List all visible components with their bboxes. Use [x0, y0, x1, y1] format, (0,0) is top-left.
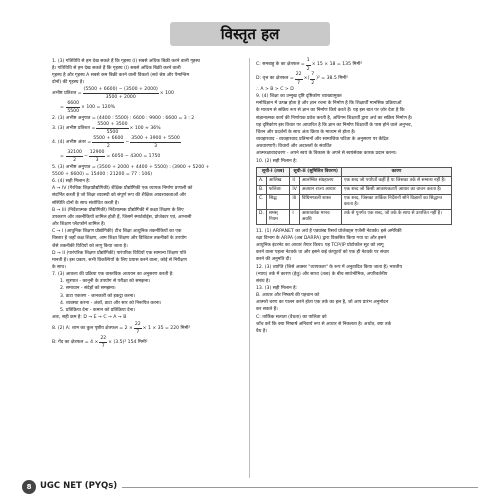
- page-title: विस्तृत हल: [220, 25, 280, 43]
- table-header-row: [257, 167, 452, 176]
- denominator: 2: [306, 66, 310, 72]
- text-line: करने की अनुमति दी।: [256, 257, 292, 263]
- text-line: संदर्भित करती है जो शिक्षा व्यवस्थी को संपूर्ण रूप की शैक्षिक आवश्यकताओं और: [52, 193, 187, 199]
- text-line: संज्ञानात्मक कार्य की निर्णायक प्रवेश करती है, अधिगम शिक्षार्थी द्वारा अर्थ का सक्रिय निर्माण है।: [256, 115, 413, 121]
- table-cell: IV: [290, 185, 299, 194]
- denominator: 5500: [106, 130, 119, 136]
- text-line: 7. (3) आवश्य की प्रक्रिया एक वास्तविक अध्ययन का अनुसरण करती है:: [52, 272, 174, 278]
- text-line: चिंतन और प्रदर्शनों के साथ अंतः क्रिया के माध्यम से होता है।: [256, 129, 356, 135]
- text-line: 6. (4) सही मिलान है:: [52, 179, 91, 185]
- text-line: C → I (आधुनिक शिक्षण प्रौद्योगिकी) टीच शिक्षा आधुनिक तकनीकियों का एक: [52, 229, 182, 235]
- list-item: 4. व्यवस्था करना - अंकों, डाटा और सार को निरूपित करना।: [60, 300, 162, 306]
- text-line: D → II (पारंपरिक शिक्षण प्रौद्योगिकी) पारंपरिक विधियों एक सामान्य शिक्षण पति: [52, 250, 187, 256]
- denominator: 3: [95, 158, 99, 164]
- page-footer: [22, 478, 478, 496]
- footer-rule: [122, 487, 478, 488]
- numerator: 5500 + 3500: [96, 121, 128, 129]
- table-cell: I: [290, 209, 299, 224]
- equation-tail: × 100 ≈ 36%: [129, 126, 161, 132]
- numerator: 22: [134, 321, 142, 329]
- equation-tail: ² = 38.5 मिमी²: [317, 76, 348, 82]
- table-cell: सिद्ध: [266, 194, 290, 209]
- table-cell: आलम्बित संग्रहालय: [299, 176, 341, 185]
- fraction: [99, 335, 107, 350]
- equation: [52, 87, 244, 101]
- table-row: [257, 194, 452, 209]
- numerator: 22: [99, 335, 107, 343]
- text-line: आत्मरक्षावादचरण - अपने स्वयं के विकास के अपने से स्वयंसेवक कारक प्रदान करना।: [256, 151, 397, 157]
- column-divider: [249, 58, 250, 478]
- text-line: 10. (2) सही मिलान है:: [256, 158, 298, 164]
- text-line: 13. (3) सही मिलान है:: [256, 285, 298, 291]
- text-line: 12. (3) व्याप्ति (जिसे अक्सर "व्यापकता" के रूप में अनुवादित किया जाता है) भारतीय: [256, 264, 402, 270]
- table-cell: अवधान राज्य आधार: [299, 185, 341, 194]
- table-cell: B.: [257, 185, 267, 194]
- text-line: मनोविज्ञान में उत्पन्न होता है और ज्ञान रचना के निर्माण है कि शिक्षार्थी मानसिक प्रक्रियाओं: [256, 101, 402, 107]
- list-item: 1. सूत्रपात - कानूनी के उपयोग से परीक्षा को समझना।: [60, 279, 151, 285]
- table-cell: एक शब्द जो किसी आवश्यकताएँ आधार का वाचन करता है।: [341, 185, 451, 194]
- text-line: रक्षा विभाग के ARPA (अब DARPA) द्वारा विकसित किया गया था और इसने: [256, 235, 386, 241]
- fraction: [310, 71, 315, 86]
- text-line: C: तार्किक सत्यता (वैधता) का पालिता को: [256, 314, 327, 320]
- text-line: कर सकते हैं।: [256, 307, 278, 313]
- text-line: B. आधार और निष्कर्ष की पहचान को: [256, 293, 320, 299]
- numerator: 7: [310, 71, 315, 79]
- equation-label: 8. (2) A: शाम का कुल पृष्ठीय क्षेत्रफल = 2 ×: [52, 325, 133, 331]
- denominator: 3500 + 2000: [105, 95, 136, 101]
- table-header: सूची-I (तत्व): [257, 167, 290, 176]
- numerator: 32100: [66, 149, 83, 157]
- equation-label: अभीष्ट प्रतिशत =: [52, 91, 82, 97]
- equation-tail: × 1 × 35 = 220 मिमी²: [142, 325, 191, 331]
- equation-label: C: समबाहु के का क्षेत्रफल =: [256, 62, 305, 68]
- equation-tail: × 100 = 120%: [81, 105, 115, 111]
- fraction: [66, 100, 80, 115]
- equation: [52, 122, 244, 136]
- numerator: 3500 + 3900 + 5500: [130, 135, 181, 143]
- denominator: 2: [73, 158, 77, 164]
- text-line: 5500 + 6600) = 15400 : 21200 = 77 : 106): [52, 171, 153, 177]
- text-line: के माध्यम से सक्रिय रूप से ज्ञान का निर्माण किये करते हैं। यह इस बात पर ज़ोर देता है कि: [256, 108, 405, 114]
- equation-tail: = 6050 − 4300 = 1750: [106, 154, 161, 160]
- text-line: 5. (3) अभीष्ट अनुपात = (3500 + 2000 + 4400 + 5500) : (3900 + 5200 +: [52, 164, 210, 170]
- numerator: (5500 + 6600) − (3500 + 2000): [83, 86, 159, 94]
- equation: = $\frac{6600}{5500}$ × 100 = 120%: [60, 100, 115, 115]
- left-column: [52, 58, 244, 349]
- equation-label: 4. (4) अभीष्ट अंतर =: [52, 140, 92, 146]
- page-number: 8: [22, 480, 36, 494]
- denominator: 7: [101, 343, 105, 349]
- fraction: [295, 71, 303, 86]
- text-line: मानती है। इस प्रकार, सभी विकल्पियों के लिए प्रयास करने वाला, कोई से निरीक्षण: [52, 257, 187, 263]
- table-cell: तर्क से पुनर्गत एक शब्द, जो तर्क के साथ से उत्पत्तित नहीं है।: [341, 209, 451, 224]
- denominator: 2: [311, 80, 315, 86]
- text-line: उपकरण और तकनीकियों शामिल होती हैं, जिसमें स्मार्टबोर्ड्स, प्रोजेक्टर एवं, आभासी: [52, 214, 192, 220]
- text-line: ∴ A > B > C > D: [256, 87, 294, 92]
- equation: 4. (4) अभीष्ट अंतर = $\frac{5500 + 6600}{2}$ − $\frac{3500 + 3900 + 5500}{3}$: [52, 136, 180, 150]
- table-cell: C.: [257, 194, 267, 209]
- text-line: B → III (निर्देशात्मक प्रौद्योगिकी) निर्देशात्मक प्रौद्योगिकी में कक्षा शिक्षण के लिए: [52, 207, 184, 213]
- text-line: अतः, सही क्रम है: D → E → C → A → B: [52, 315, 127, 321]
- numerator: 22: [295, 71, 303, 79]
- text-line: (न्याय) तर्क में कारण (हेतु) और साध्य (तत्व) के बीच सार्वभौमिक, अपरिवर्तनीय: [256, 271, 388, 277]
- equation: [256, 58, 452, 72]
- book-title: UGC NET (PYQs): [40, 481, 118, 491]
- equation-tail: × 100: [159, 91, 174, 97]
- table-cell: II: [290, 176, 299, 185]
- equation: D: वृत्त का क्षेत्रफल = $\frac{22}{7}$ × ( $\frac{7}{2}$ ) ² = 38.5 मिमी²: [256, 72, 348, 86]
- numerator: 1: [306, 57, 311, 65]
- text-line: और शिक्षण प्लैटफॉर्म शामिल हैं।: [52, 222, 106, 228]
- text-line: करने वाला पहला नेटवर्क था और इसने कई कंप्यूटरों को एक ही नेटवर्क पर संचार: [256, 250, 390, 256]
- table-cell: A.: [257, 176, 267, 185]
- numerator: 12900: [89, 149, 106, 157]
- numerator: 6600: [66, 100, 80, 108]
- table-cell: फलिताः: [266, 185, 290, 194]
- text-line: जैसे तकनीकी विधियों को लागू किया जाता है।: [52, 243, 128, 249]
- text-line: है। गतिविधि से हम देख सकते हैं कि गृहस्थ (I) सबसे अधिक बिक्री करने वाली: [52, 66, 181, 72]
- fraction: [66, 149, 83, 164]
- table-cell: एक शब्द जो पर्याप्तों कहीं है या जिसका तर्क से सम्बन्ध नहीं है।: [341, 176, 451, 185]
- list-item: 3. डाटा एकत्रण - जानकारी को इकट्ठा करना।: [60, 293, 136, 299]
- denominator: 7: [297, 80, 301, 86]
- text-line: आत्मरो चरण का पालन करने होता एक तर्क का हल है, जो आप प्रारंभ अनुमोदन: [256, 300, 389, 306]
- equation: [52, 321, 244, 335]
- table-row: [257, 209, 452, 224]
- table-row: [257, 176, 452, 185]
- text-line: 2. (3) अभीष्ट अनुपात = (4400 : 5500) : 6600 : 9900 : 6600 = 3 : 2: [52, 115, 195, 121]
- table-header: सूची-II (सुमिलित विवरण): [290, 167, 342, 176]
- title-banner: [170, 22, 330, 46]
- equation-label: D: वृत्त का क्षेत्रफल =: [256, 76, 294, 82]
- fraction: [89, 149, 106, 164]
- right-column: [256, 58, 452, 335]
- table-header: कारण: [341, 167, 451, 176]
- equation-tail: × (3.5)² 154 मिमी²: [108, 339, 148, 345]
- text-line: के साथ।: [52, 264, 66, 270]
- denominator: 2: [106, 144, 110, 150]
- table-cell: III: [290, 194, 299, 209]
- fraction: [130, 135, 181, 150]
- text-line: गृहस्थ है और गृहस्थ A सबसे कम बिक्री करने वाली विकर्ता (सर्व श्रेष्ठ और पैमान्तिम: [52, 73, 190, 79]
- list-item: 2. समाधान - संदेहों को समझना।: [60, 286, 116, 292]
- text-line: संबंध है।: [256, 278, 271, 284]
- text-line: जाँच करें कि क्या निष्कर्ष अनिवार्य रूप से आधार से निकलता है। अर्थात, क्या तर्क: [256, 321, 392, 327]
- fraction: [83, 86, 159, 101]
- text-line: संस्थिति दोनों के साथ संशोधित करती है।: [52, 200, 120, 206]
- text-line: A → IV (गैरविक शिक्षाप्रौद्योगिकी) शैक्षिक प्रौद्योगिकी एक व्यापक निर्माण प्रणाली को: [52, 186, 193, 192]
- table-cell: D.: [257, 209, 267, 224]
- table-cell: एक शब्द, जिसका तार्किक निर्देशनों सोने विज्ञानों का सिद्धान्त करता है।: [341, 194, 451, 209]
- text-line: यह दृष्टिकोण इस विचार पर आधारित है कि ज्ञान का निर्माण शिक्षार्थी के पास होने वाले अनुभव,: [256, 122, 413, 128]
- text-line: 11. (1) ARPANET का अर्थ है एडवांस्ड रिसर्च प्रोजेक्ट्स एजेंसी नेटवर्क। इसे अमेरिकी: [256, 228, 402, 234]
- equation-tail: × 15 × 18 = 135 मिमी²: [311, 62, 363, 68]
- table-cell: समस् नियम: [266, 209, 290, 224]
- text-line: आधुनिक इंटरनेट का आधार तैयार किया। यह TCP/IP प्रोटोकॉल सूट को लागू: [256, 243, 384, 249]
- table-cell: विधिमण्डली शास्त्र: [299, 194, 341, 209]
- text-line: विस्तार है जहाँ कक्ष शिक्षण, आम शिक्षा शिक्षण और डिजिटल तकनीकों के उपयोग: [52, 236, 187, 242]
- text-line: अवधारणाएँ। विचारों और अदालतों के संवर्धित: [256, 144, 332, 150]
- list-item: 5. प्रतिक्रिया देना - कमान को प्रतिक्रिया देना।: [60, 307, 136, 313]
- equation-label: 3. (3) अभीष्ट प्रतिशत =: [52, 126, 96, 132]
- page-header: [0, 0, 500, 48]
- denominator: 3: [154, 144, 157, 150]
- match-table: [256, 167, 452, 225]
- text-line: व्यवहारवाद - व्यवहारवाद प्रतिमानों और सामाजिक घटिता के अनुसरण पर केंद्रित: [256, 137, 389, 143]
- numerator: 5500 + 6600: [92, 135, 124, 143]
- denominator: 7: [136, 329, 140, 335]
- table-row: [257, 185, 452, 194]
- table-cell: आलिख: [266, 176, 290, 185]
- equation: = $\frac{32100}{2}$ − $\frac{12900}{3}$ = 6050 − 4300 = 1750: [60, 150, 161, 164]
- fraction: [134, 321, 142, 336]
- text-line: 9. (4) शिक्षा का उन्मुख दृष्टि दृष्टिकोण व्याख्यामुक्त: [256, 94, 342, 100]
- denominator: 5500: [67, 109, 80, 115]
- text-line: 1. (3) गतिविधि से हम देख सकते हैं कि गृहस्थ (I) सबसे अधिक बिक्री करने वाली गृहस्थ: [52, 59, 200, 64]
- text-line: दोनों) की गृहस्थ है।: [52, 80, 85, 86]
- text-line: वैध है।: [256, 328, 268, 334]
- equation: [52, 335, 244, 349]
- equation-label: B: गेंद का क्षेत्रफल = 4 ×: [52, 339, 99, 345]
- table-cell: आशावर्धक मानव अवधि: [299, 209, 341, 224]
